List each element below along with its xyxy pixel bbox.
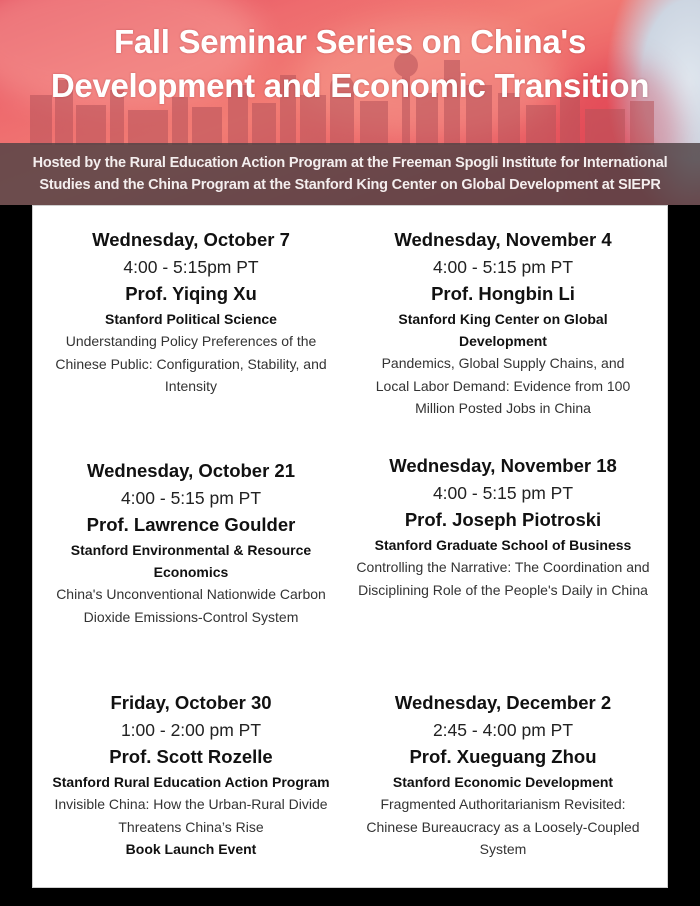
page-title — [0, 20, 700, 108]
title-line-2: Development and Economic Transition — [50, 67, 650, 104]
event-speaker: Prof. Yiqing Xu — [125, 283, 257, 304]
event-speaker: Prof. Lawrence Goulder — [86, 514, 296, 535]
event-card — [33, 689, 349, 860]
hosted-by-text: Hosted by the Rural Education Action Program at the Freeman Spogli Institute for International Studies and the China Program at the Stanford King Center on Global Development at SIEPR — [32, 155, 668, 193]
event-time: 1:00 - 2:00 pm PT — [120, 720, 262, 740]
event-note: Book Launch Event — [125, 841, 257, 857]
event-affiliation: Stanford King Center on Global Development — [398, 311, 608, 349]
event-card — [345, 689, 661, 861]
event-time: 4:00 - 5:15 pm PT — [432, 483, 574, 503]
event-card — [345, 452, 661, 601]
event-speaker: Prof. Xueguang Zhou — [409, 746, 597, 767]
event-speaker: Prof. Joseph Piotroski — [404, 509, 602, 530]
event-speaker: Prof. Scott Rozelle — [109, 746, 273, 767]
event-affiliation: Stanford Political Science — [105, 311, 277, 327]
event-time: 4:00 - 5:15pm PT — [123, 257, 259, 277]
event-date: Friday, October 30 — [110, 692, 272, 713]
hosted-by-band — [0, 143, 700, 205]
event-affiliation: Stanford Economic Development — [392, 774, 614, 790]
event-affiliation: Stanford Graduate School of Business — [374, 537, 632, 553]
event-date: Wednesday, November 4 — [394, 229, 612, 250]
hero-banner — [0, 0, 700, 205]
event-date: Wednesday, December 2 — [394, 692, 612, 713]
event-talk-title: Understanding Policy Preferences of the Chinese Public: Configuration, Stability, and Intensity — [55, 333, 327, 394]
event-affiliation: Stanford Rural Education Action Program — [52, 774, 330, 790]
event-card — [345, 226, 661, 420]
event-talk-title: Fragmented Authoritarianism Revisited: Chinese Bureaucracy as a Loosely-Coupled System — [366, 796, 640, 857]
event-talk-title: Pandemics, Global Supply Chains, and Local Labor Demand: Evidence from 100 Million Posted Jobs in China — [375, 355, 631, 416]
event-speaker: Prof. Hongbin Li — [431, 283, 575, 304]
event-talk-title: Invisible China: How the Urban-Rural Divide Threatens China’s Rise — [54, 796, 328, 835]
title-line-1: Fall Seminar Series on China's — [113, 23, 586, 60]
event-talk-title: China's Unconventional Nationwide Carbon Dioxide Emissions-Control System — [56, 586, 326, 625]
event-card — [33, 457, 349, 628]
event-time: 2:45 - 4:00 pm PT — [432, 720, 574, 740]
event-time: 4:00 - 5:15 pm PT — [120, 488, 262, 508]
seminar-schedule-panel — [32, 205, 668, 888]
event-date: Wednesday, October 7 — [92, 229, 290, 250]
event-affiliation: Stanford Environmental & Resource Economics — [70, 542, 312, 580]
event-date: Wednesday, October 21 — [86, 460, 296, 481]
event-talk-title: Controlling the Narrative: The Coordination and Disciplining Role of the People's Daily in China — [356, 559, 650, 598]
event-date: Wednesday, November 18 — [389, 455, 617, 476]
event-card — [33, 226, 349, 398]
event-time: 4:00 - 5:15 pm PT — [432, 257, 574, 277]
